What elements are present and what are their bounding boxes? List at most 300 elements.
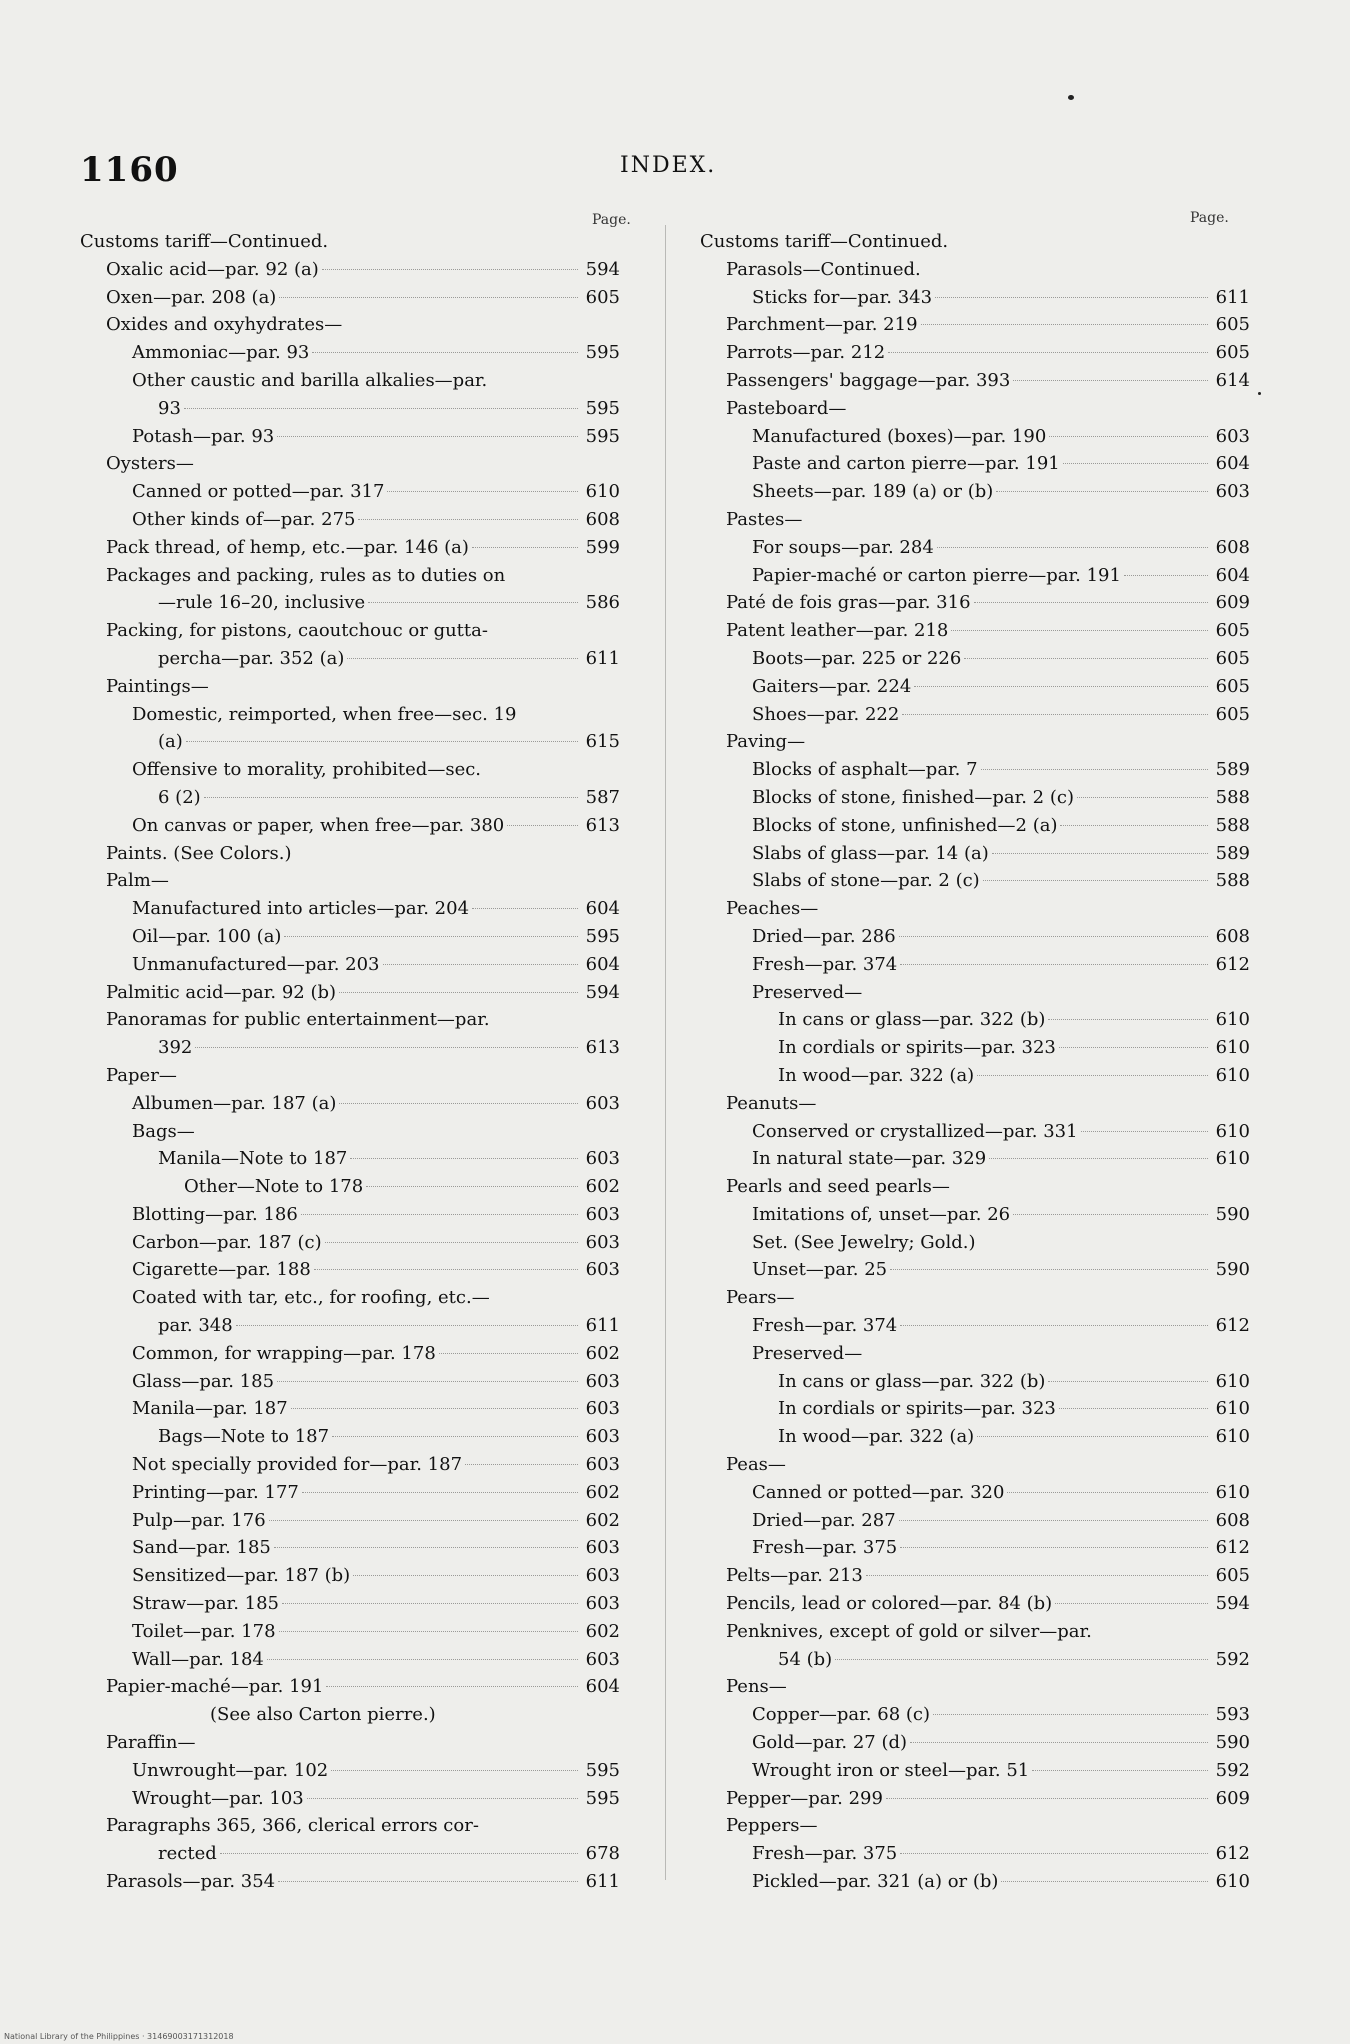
index-entry-page: 602 <box>585 1176 620 1198</box>
index-entry-text: Unset—par. 25 <box>752 1259 888 1281</box>
dot-leader <box>195 1047 578 1048</box>
dot-leader <box>353 1575 578 1576</box>
index-entry-text: Patent leather—par. 218 <box>726 620 949 642</box>
index-entry <box>80 478 620 506</box>
index-entry <box>700 395 1250 423</box>
index-entry-text: Bags— <box>132 1120 195 1142</box>
dot-leader <box>325 1242 578 1243</box>
index-entry-page: 592 <box>1215 1759 1250 1781</box>
index-entry-text: Domestic, reimported, when free—sec. 19 <box>132 703 517 725</box>
index-entry-text: In cordials or spirits—par. 323 <box>778 1398 1056 1420</box>
index-entry-text: Peas— <box>726 1454 786 1476</box>
index-entry-page: 614 <box>1215 369 1250 391</box>
dot-leader <box>277 1381 578 1382</box>
index-entry-page: 593 <box>1215 1704 1250 1726</box>
index-entry-page: 603 <box>585 1565 620 1587</box>
index-entry-page: 595 <box>585 1787 620 1809</box>
index-entry <box>80 1701 620 1729</box>
dot-leader <box>964 658 1208 659</box>
index-entry-page: 603 <box>585 1092 620 1114</box>
dot-leader <box>1059 1408 1208 1409</box>
index-entry <box>700 617 1250 645</box>
dot-leader <box>350 1158 578 1159</box>
index-entry-text: Palm— <box>106 870 169 892</box>
dot-leader <box>1048 1381 1208 1382</box>
index-entry <box>80 562 620 590</box>
index-entry-text: Albumen—par. 187 (a) <box>132 1092 337 1114</box>
index-entry <box>700 951 1250 979</box>
index-entry-text: Paraffin— <box>106 1732 196 1754</box>
index-entry <box>80 1118 620 1146</box>
index-entry-text: Oxides and oxyhydrates— <box>106 314 343 336</box>
index-entry <box>700 1090 1250 1118</box>
dot-leader <box>383 964 578 965</box>
dot-leader <box>312 352 578 353</box>
index-entry-text: Oil—par. 100 (a) <box>132 925 282 947</box>
dot-leader <box>302 1492 578 1493</box>
dot-leader <box>267 1659 578 1660</box>
index-entry <box>80 311 620 339</box>
index-entry-page: 605 <box>1215 703 1250 725</box>
index-entry <box>700 1368 1250 1396</box>
index-entry-text: Peppers— <box>726 1815 818 1837</box>
index-entry-text: Sheets—par. 189 (a) or (b) <box>752 481 994 503</box>
dot-leader <box>282 1603 578 1604</box>
index-entry-page: 603 <box>585 1537 620 1559</box>
index-entry-text: Gaiters—par. 224 <box>752 675 912 697</box>
left-page-column-label: Page. <box>592 212 631 228</box>
index-entry-text: For soups—par. 284 <box>752 536 934 558</box>
index-entry-page: 603 <box>585 1231 620 1253</box>
index-entry-text: Pickled—par. 321 (a) or (b) <box>752 1871 999 1893</box>
dot-leader <box>339 1103 578 1104</box>
index-entry <box>700 1507 1250 1535</box>
index-entry <box>700 562 1250 590</box>
index-entry-text: Boots—par. 225 or 226 <box>752 647 962 669</box>
index-entry <box>80 867 620 895</box>
dot-leader <box>1032 1770 1208 1771</box>
index-entry-page: 613 <box>585 814 620 836</box>
index-entry-text: Oxen—par. 208 (a) <box>106 286 277 308</box>
index-entry <box>80 1507 620 1535</box>
index-entry <box>80 1340 620 1368</box>
index-entry-page: 603 <box>585 1426 620 1448</box>
index-entry <box>80 1062 620 1090</box>
index-entry-text: Parasols—Continued. <box>726 258 921 280</box>
index-entry-text: Paving— <box>726 731 806 753</box>
index-entry-text: par. 348 <box>158 1315 233 1337</box>
index-entry <box>80 1173 620 1201</box>
index-entry-text: Other—Note to 178 <box>184 1176 364 1198</box>
index-entry <box>700 756 1250 784</box>
index-entry <box>80 840 620 868</box>
index-entry-page: 602 <box>585 1481 620 1503</box>
index-entry-page: 603 <box>585 1203 620 1225</box>
index-entry-text: 392 <box>158 1037 193 1059</box>
index-entry-page: 603 <box>585 1454 620 1476</box>
index-entry-page: 613 <box>585 1037 620 1059</box>
index-entry <box>700 1312 1250 1340</box>
index-entry-text: Preserved— <box>752 1342 863 1364</box>
index-entry <box>700 228 1250 256</box>
index-entry <box>700 1201 1250 1229</box>
index-entry <box>80 1618 620 1646</box>
index-entry-page: 586 <box>585 592 620 614</box>
scan-footer: National Library of the Philippines · 31469003171312018 <box>4 2032 234 2041</box>
index-entry-text: Paper— <box>106 1064 177 1086</box>
dot-leader <box>472 908 578 909</box>
dot-leader <box>866 1575 1208 1576</box>
left-index-column <box>80 228 620 1896</box>
index-entry <box>700 1618 1250 1646</box>
dot-leader <box>314 1269 578 1270</box>
index-entry <box>80 895 620 923</box>
index-entry <box>700 256 1250 284</box>
dot-leader <box>1059 1047 1208 1048</box>
index-entry-text: Fresh—par. 374 <box>752 953 898 975</box>
index-entry <box>80 228 620 256</box>
dot-leader <box>835 1659 1208 1660</box>
index-entry-page: 610 <box>1215 1871 1250 1893</box>
index-entry-text: Imitations of, unset—par. 26 <box>752 1203 1011 1225</box>
index-entry-page: 588 <box>1215 870 1250 892</box>
index-entry <box>700 1785 1250 1813</box>
dot-leader <box>307 1798 578 1799</box>
index-entry-text: Panoramas for public entertainment—par. <box>106 1009 490 1031</box>
index-entry <box>80 1812 620 1840</box>
index-entry-page: 611 <box>585 1315 620 1337</box>
index-entry <box>80 367 620 395</box>
index-entry <box>700 701 1250 729</box>
index-entry-text: Customs tariff—Continued. <box>80 231 329 252</box>
dot-leader <box>339 992 578 993</box>
index-entry-page: 610 <box>585 481 620 503</box>
index-entry-text: In cans or glass—par. 322 (b) <box>778 1370 1046 1392</box>
dot-leader <box>279 297 578 298</box>
index-entry <box>80 256 620 284</box>
dot-leader <box>989 1158 1208 1159</box>
index-entry <box>80 617 620 645</box>
index-entry-page: 678 <box>585 1843 620 1865</box>
index-entry-page: 612 <box>1215 1537 1250 1559</box>
index-entry <box>700 1284 1250 1312</box>
dot-leader <box>1124 575 1208 576</box>
index-entry-page: 605 <box>1215 1565 1250 1587</box>
index-entry-text: 6 (2) <box>158 786 201 808</box>
index-entry <box>700 367 1250 395</box>
index-entry-page: 610 <box>1215 1009 1250 1031</box>
index-entry-page: 605 <box>1215 314 1250 336</box>
index-entry <box>80 1757 620 1785</box>
index-entry-text: Manufactured into articles—par. 204 <box>132 898 470 920</box>
index-entry-text: Customs tariff—Continued. <box>700 231 949 252</box>
index-entry-text: Offensive to morality, prohibited—sec. <box>132 759 482 781</box>
index-entry-page: 603 <box>1215 425 1250 447</box>
index-entry <box>80 701 620 729</box>
index-entry-text: Paragraphs 365, 366, clerical errors cor- <box>106 1815 479 1837</box>
index-entry-page: 590 <box>1215 1203 1250 1225</box>
index-entry-text: Peaches— <box>726 898 819 920</box>
index-entry-page: 594 <box>585 981 620 1003</box>
index-entry <box>700 1256 1250 1284</box>
index-entry-text: Shoes—par. 222 <box>752 703 900 725</box>
index-entry-text: Parchment—par. 219 <box>726 314 918 336</box>
dot-leader <box>902 714 1208 715</box>
dot-leader <box>1048 1019 1208 1020</box>
index-entry-page: 595 <box>585 1759 620 1781</box>
index-entry-text: Printing—par. 177 <box>132 1481 299 1503</box>
dot-leader <box>900 1325 1208 1326</box>
index-entry-page: 610 <box>1215 1370 1250 1392</box>
index-entry-text: In wood—par. 322 (a) <box>778 1426 975 1448</box>
right-index-column <box>700 228 1250 1896</box>
index-entry-text: Manufactured (boxes)—par. 190 <box>752 425 1047 447</box>
index-entry-text: Paste and carton pierre—par. 191 <box>752 453 1060 475</box>
index-entry-page: 610 <box>1215 1426 1250 1448</box>
dot-leader <box>326 1686 578 1687</box>
dot-leader <box>951 630 1208 631</box>
index-entry-page: 610 <box>1215 1481 1250 1503</box>
index-entry-text: Unwrought—par. 102 <box>132 1759 329 1781</box>
index-entry-text: Passengers' baggage—par. 393 <box>726 369 1011 391</box>
index-entry <box>700 506 1250 534</box>
index-entry <box>80 756 620 784</box>
index-entry <box>80 645 620 673</box>
index-entry <box>80 812 620 840</box>
index-entry-text: Glass—par. 185 <box>132 1370 275 1392</box>
dot-leader <box>900 964 1208 965</box>
index-entry <box>700 1340 1250 1368</box>
index-entry <box>700 1646 1250 1674</box>
index-entry-page: 608 <box>1215 536 1250 558</box>
dot-leader <box>472 547 578 548</box>
index-entry-page: 610 <box>1215 1398 1250 1420</box>
dot-leader <box>977 1075 1208 1076</box>
ink-speck <box>1258 392 1261 395</box>
index-entry <box>80 728 620 756</box>
index-entry <box>80 423 620 451</box>
index-entry-page: 599 <box>585 536 620 558</box>
index-entry-text: In wood—par. 322 (a) <box>778 1064 975 1086</box>
index-entry-text: Pears— <box>726 1287 795 1309</box>
dot-leader <box>921 324 1208 325</box>
index-entry <box>700 784 1250 812</box>
index-entry-text: Pastes— <box>726 508 803 530</box>
index-entry-text: Wall—par. 184 <box>132 1648 264 1670</box>
index-entry-text: Sticks for—par. 343 <box>752 286 933 308</box>
index-entry-text: Wrought—par. 103 <box>132 1787 304 1809</box>
index-entry-page: 590 <box>1215 1732 1250 1754</box>
index-entry <box>700 1034 1250 1062</box>
index-entry <box>80 534 620 562</box>
index-entry-page: 604 <box>1215 453 1250 475</box>
index-entry <box>80 1368 620 1396</box>
index-entry-page: 595 <box>585 342 620 364</box>
column-divider <box>665 225 666 1880</box>
index-entry-text: Pearls and seed pearls— <box>726 1176 950 1198</box>
index-entry <box>700 589 1250 617</box>
index-entry-page: 608 <box>1215 1509 1250 1531</box>
index-entry-page: 602 <box>585 1509 620 1531</box>
index-entry-page: 605 <box>585 286 620 308</box>
dot-leader <box>291 1408 578 1409</box>
index-entry-page: 611 <box>585 647 620 669</box>
index-entry-text: Other caustic and barilla alkalies—par. <box>132 369 488 391</box>
index-entry-page: 604 <box>1215 564 1250 586</box>
index-entry <box>80 1562 620 1590</box>
index-entry <box>80 506 620 534</box>
index-entry-text: Potash—par. 93 <box>132 425 275 447</box>
dot-leader <box>278 1881 578 1882</box>
index-entry <box>80 1840 620 1868</box>
index-entry-page: 610 <box>1215 1064 1250 1086</box>
index-entry <box>700 1840 1250 1868</box>
index-entry <box>700 1534 1250 1562</box>
index-entry <box>700 534 1250 562</box>
dot-leader <box>899 1520 1208 1521</box>
index-entry <box>80 979 620 1007</box>
index-entry-page: 587 <box>585 786 620 808</box>
dot-leader <box>1063 463 1208 464</box>
index-entry-text: Ammoniac—par. 93 <box>132 342 310 364</box>
dot-leader <box>277 436 578 437</box>
index-entry <box>700 339 1250 367</box>
dot-leader <box>890 1269 1208 1270</box>
index-entry <box>700 1479 1250 1507</box>
index-entry-text: Packages and packing, rules as to duties on <box>106 564 506 586</box>
index-entry-page: 595 <box>585 397 620 419</box>
dot-leader <box>347 658 578 659</box>
index-entry-page: 608 <box>1215 925 1250 947</box>
dot-leader <box>910 1742 1208 1743</box>
index-entry-text: Blocks of stone, finished—par. 2 (c) <box>752 786 1074 808</box>
index-entry-page: 608 <box>585 508 620 530</box>
index-entry-text: Not specially provided for—par. 187 <box>132 1454 463 1476</box>
index-entry <box>80 1201 620 1229</box>
dot-leader <box>1060 825 1208 826</box>
index-entry <box>80 1256 620 1284</box>
index-entry-text: Carbon—par. 187 (c) <box>132 1231 322 1253</box>
index-entry-text: Packing, for pistons, caoutchouc or gutta- <box>106 620 488 642</box>
index-entry-page: 605 <box>1215 342 1250 364</box>
index-entry-text: In cans or glass—par. 322 (b) <box>778 1009 1046 1031</box>
dot-leader <box>935 297 1208 298</box>
index-entry <box>700 867 1250 895</box>
dot-leader <box>274 1547 578 1548</box>
index-entry-page: 602 <box>585 1620 620 1642</box>
index-entry-text: 54 (b) <box>778 1648 833 1670</box>
index-entry-text: Pelts—par. 213 <box>726 1565 863 1587</box>
index-entry-page: 603 <box>585 1593 620 1615</box>
dot-leader <box>1055 1603 1208 1604</box>
index-entry-text: Fresh—par. 374 <box>752 1315 898 1337</box>
index-entry-text: Manila—par. 187 <box>132 1398 288 1420</box>
index-entry-text: Oysters— <box>106 453 194 475</box>
index-entry-page: 594 <box>585 258 620 280</box>
index-entry <box>700 284 1250 312</box>
index-entry <box>700 979 1250 1007</box>
index-entry-text: Bags—Note to 187 <box>158 1426 330 1448</box>
index-entry-text: In natural state—par. 329 <box>752 1148 987 1170</box>
dot-leader <box>981 769 1208 770</box>
index-entry <box>80 339 620 367</box>
index-entry <box>700 1118 1250 1146</box>
index-entry-text: Paté de fois gras—par. 316 <box>726 592 971 614</box>
index-entry <box>700 1229 1250 1257</box>
index-entry-page: 588 <box>1215 786 1250 808</box>
dot-leader <box>1077 797 1208 798</box>
index-entry <box>700 1451 1250 1479</box>
index-entry <box>700 1701 1250 1729</box>
dot-leader <box>507 825 578 826</box>
index-entry <box>80 1145 620 1173</box>
index-entry <box>700 1673 1250 1701</box>
dot-leader <box>439 1353 578 1354</box>
index-entry-page: 612 <box>1215 953 1250 975</box>
dot-leader <box>1081 1131 1208 1132</box>
index-entry-text: Fresh—par. 375 <box>752 1537 898 1559</box>
index-entry-text: Conserved or crystallized—par. 331 <box>752 1120 1078 1142</box>
index-entry <box>80 1868 620 1896</box>
index-entry <box>80 1451 620 1479</box>
dot-leader <box>366 1186 578 1187</box>
index-entry-text: —rule 16–20, inclusive <box>158 592 366 614</box>
index-entry-page: 605 <box>1215 675 1250 697</box>
index-entry-text: Straw—par. 185 <box>132 1593 279 1615</box>
index-entry <box>80 1284 620 1312</box>
index-entry <box>700 1729 1250 1757</box>
index-entry-text: Sensitized—par. 187 (b) <box>132 1565 351 1587</box>
dot-leader <box>1049 436 1208 437</box>
dot-leader <box>900 1547 1208 1548</box>
index-entry-page: 611 <box>585 1871 620 1893</box>
dot-leader <box>358 519 578 520</box>
dot-leader <box>914 686 1208 687</box>
index-entry <box>700 450 1250 478</box>
index-entry-text: Preserved— <box>752 981 863 1003</box>
index-entry-text: Slabs of stone—par. 2 (c) <box>752 870 980 892</box>
index-entry <box>700 895 1250 923</box>
dot-leader <box>977 1436 1208 1437</box>
ink-speck <box>1068 95 1074 100</box>
index-entry <box>700 1062 1250 1090</box>
index-entry-page: 603 <box>585 1648 620 1670</box>
dot-leader <box>184 408 578 409</box>
index-entry <box>700 1395 1250 1423</box>
index-entry-text: Canned or potted—par. 320 <box>752 1481 1005 1503</box>
index-entry <box>80 673 620 701</box>
index-entry-page: 603 <box>585 1259 620 1281</box>
index-entry <box>700 1812 1250 1840</box>
index-entry <box>700 1757 1250 1785</box>
index-entry-page: 588 <box>1215 814 1250 836</box>
dot-leader <box>236 1325 578 1326</box>
index-entry <box>700 923 1250 951</box>
index-entry <box>80 1423 620 1451</box>
index-entry-text: Paintings— <box>106 675 209 697</box>
index-entry <box>700 1423 1250 1451</box>
dot-leader <box>1001 1881 1208 1882</box>
dot-leader <box>992 853 1208 854</box>
dot-leader <box>937 547 1208 548</box>
index-entry-text: Fresh—par. 375 <box>752 1843 898 1865</box>
dot-leader <box>974 602 1208 603</box>
index-entry <box>700 673 1250 701</box>
index-entry-text: Oxalic acid—par. 92 (a) <box>106 258 319 280</box>
dot-leader <box>284 936 578 937</box>
index-entry-text: Dried—par. 287 <box>752 1509 896 1531</box>
index-entry-text: Manila—Note to 187 <box>158 1148 348 1170</box>
